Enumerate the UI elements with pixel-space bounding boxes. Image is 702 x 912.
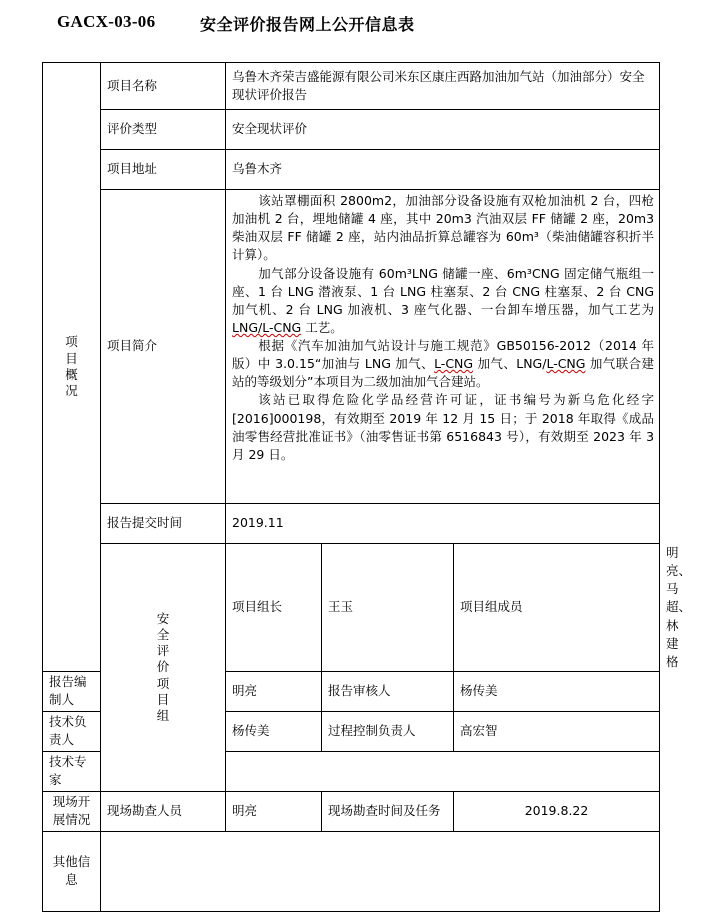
team-leader-label: 项目组长 [226,544,322,672]
row-project-intro [43,190,660,504]
team-members-label: 项目组成员 [454,544,660,672]
report-author-label: 报告编制人 [43,671,101,711]
site-survey-time-value: 2019.8.22 [454,791,660,831]
site-surveyor-value: 明亮 [226,791,322,831]
intro-paragraph: 加气部分设备设施有 60m³LNG 储罐一座、6m³CNG 固定储气瓶组一座、1 台 LNG 潜液泵、1 台 LNG 柱塞泵、2 台 CNG 柱塞泵、2 台 CNG 加气机、2 台 LNG 加液机、3 座气化器、一台卸车增压器，加气工艺为 LNG/L-CNG 工艺。 [232,265,655,335]
project-address-label: 项目地址 [101,150,226,190]
tech-lead-value: 杨传美 [226,711,322,751]
intro-paragraph: 该站罩棚面积 2800m2，加油部分设备设施有双枪加油机 2 台，四枪加油机 2 台，埋地储罐 4 座，其中 20m3 汽油双层 FF 储罐 2 座，20m3 柴油双层 FF 储罐 2 座，站内油品折算总罐容为 60m³（柴油储罐容积折半计算）。 [232,193,655,263]
report-author-value: 明亮 [226,671,322,711]
evaluation-type-label: 评价类型 [101,110,226,150]
row-evaluation-type [43,110,660,150]
tech-lead-label: 技术负责人 [43,711,101,751]
report-reviewer-value: 杨传美 [454,671,660,711]
project-name-value: 乌鲁木齐荣吉盛能源有限公司米东区康庄西路加油加气站（加油部分）安全现状评价报告 [226,63,660,110]
category-overview-label: 项目概况 [65,334,78,399]
report-reviewer-label: 报告审核人 [322,671,454,711]
row-team-leader: 安全评价项目组 项目组长 王玉 项目组成员 明亮、马超、林建格 [43,544,660,672]
site-surveyor-label: 现场勘查人员 [101,791,226,831]
page-title: 安全评价报告网上公开信息表 [200,15,415,34]
row-site-survey [43,791,660,831]
document-header [0,8,702,38]
row-other-info [43,831,660,911]
process-control-label: 过程控制负责人 [322,711,454,751]
row-project-address [43,150,660,190]
row-submit-time [43,504,660,544]
intro-paragraph: 根据《汽车加油加气站设计与施工规范》GB50156-2012（2014 年版）中 3.0.15“加油与 LNG 加气、L-CNG 加气、LNG/L-CNG 加气联合建站的等级划分”本项目为二级加油加气合建站。 [232,338,655,390]
project-intro-text [226,190,660,504]
project-intro-label: 项目简介 [101,190,226,504]
intro-paragraph: 该站已取得危险化学品经营许可证，证书编号为新乌危化经字[2016]000198，有效期至 2019 年 12 月 15 日；于 2018 年取得《成品油零售经营批准证书》（油零售证书第 6516843 号），有效期至 2023 年 3 月 29 日。 [232,392,655,462]
category-site [43,791,101,831]
project-address-value: 乌鲁木齐 [226,150,660,190]
site-survey-time-label: 现场勘查时间及任务 [322,791,454,831]
tech-expert-value [226,751,660,791]
row-project-name [43,63,660,110]
category-overview [43,63,101,672]
evaluation-type-value: 安全现状评价 [226,110,660,150]
info-table [42,62,692,912]
category-site-label: 现场开展情况 [52,794,91,828]
category-other-label: 其他信息 [52,854,91,888]
team-leader-value: 王玉 [322,544,454,672]
submit-time-label: 报告提交时间 [101,504,226,544]
project-name-label: 项目名称 [101,63,226,110]
tech-expert-label: 技术专家 [43,751,101,791]
process-control-value: 高宏智 [454,711,660,751]
category-team-label: 安全评价项目组 [156,610,170,724]
submit-time-value: 2019.11 [226,504,660,544]
category-other [43,831,101,911]
other-info-value [101,831,660,911]
form-code: GACX-03-06 [57,12,156,31]
category-team [101,544,226,792]
